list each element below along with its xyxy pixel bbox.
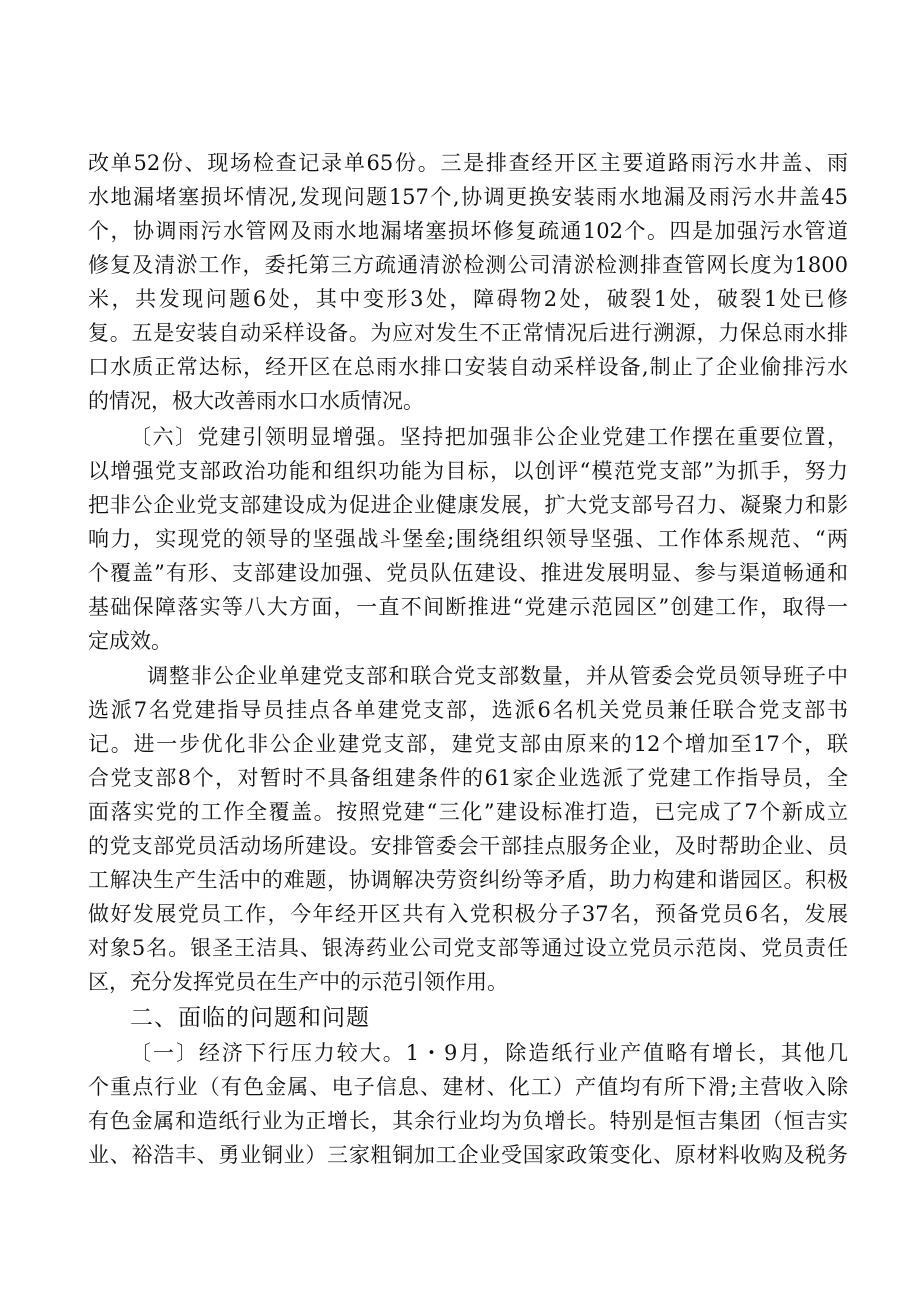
- text-line: 修复及清淤工作，委托第三方疏通清淤检测公司清淤检测排查管网长度为1800: [88, 253, 848, 277]
- text-line: 面落实党的工作全覆盖。按照党建“三化”建设标准打造，已完成了7个新成立: [88, 800, 848, 824]
- text-line: 个，协调雨污水管网及雨水地漏堵塞损坏修复疏通102个。四是加强污水管道: [88, 219, 848, 243]
- text-line: 个覆盖”有形、支部建设加强、党员队伍建设、推进发展明显、参与渠道畅通和: [88, 560, 848, 585]
- section-heading: 二、面临的问题和问题: [130, 1004, 370, 1031]
- text-line: 有色金属和造纸行业为正增长，其余行业均为负增长。特别是恒吉集团（恒吉实: [88, 1109, 848, 1133]
- text-line: 水地漏堵塞损坏情况,发现问题157个,协调更换安装雨水地漏及雨污水井盖45: [88, 185, 848, 209]
- text-line: 口水质正常达标，经开区在总雨水排口安装自动采样设备,制止了企业偷排污水: [88, 355, 848, 379]
- text-line: 工解决生产生活中的难题，协调解决劳资纠纷等矛盾，助力构建和谐园区。积极: [88, 868, 848, 892]
- paragraph-economic-pressure: [88, 1036, 848, 1172]
- text-line: 记。进一步优化非公企业建党支部，建党支部由原来的12个增加至17个，联: [88, 732, 848, 756]
- text-line: 基础保障落实等八大方面，一直不间断推进“党建示范园区”创建工作，取得一: [88, 594, 848, 619]
- text-line: 的党支部党员活动场所建设。安排管委会干部挂点服务企业，及时帮助企业、员: [88, 834, 848, 858]
- text-line: 对象5名。银圣王洁具、银涛药业公司党支部等通过设立党员示范岗、党员责任: [88, 936, 848, 960]
- text-line: 米，共发现问题6处，其中变形3处，障碍物2处，破裂1处，破裂1处已修: [88, 287, 848, 311]
- paragraph-sewer-repair: [88, 146, 848, 418]
- text-line: 选派7名党建指导员挂点各单建党支部，选派6名机关党员兼任联合党支部书: [88, 698, 848, 722]
- text-line: 个重点行业（有色金属、电子信息、建材、化工）产值均有所下滑;主营收入除: [88, 1075, 848, 1099]
- text-line: 改单52份、现场检查记录单65份。三是排查经开区主要道路雨污水井盖、雨: [88, 151, 848, 175]
- text-line: 调整非公企业单建党支部和联合党支部数量，并从管委会党员领导班子中: [147, 664, 848, 688]
- paragraph-branch-adjustment: [88, 659, 848, 999]
- text-line: 〔一〕经济下行压力较大。1・9月，除造纸行业产值略有增长，其他几: [130, 1041, 848, 1065]
- text-line: 做好发展党员工作，今年经开区共有入党积极分子37名，预备党员6名，发展: [88, 902, 848, 926]
- text-line: 业、裕浩丰、勇业铜业）三家粗铜加工企业受国家政策变化、原材料收购及税务: [88, 1143, 848, 1167]
- text-line: 复。五是安装自动采样设备。为应对发生不正常情况后进行溯源，力保总雨水排: [88, 321, 848, 345]
- text-line: 定成效。: [88, 628, 172, 653]
- document-body: [88, 146, 848, 1172]
- text-line: 的情况，极大改善雨水口水质情况。: [88, 389, 424, 413]
- text-line: 以增强党支部政治功能和组织功能为目标，以创评“模范党支部”为抓手，努力: [88, 458, 848, 483]
- text-line: 响力，实现党的领导的坚强战斗堡垒;围绕组织领导坚强、工作体系规范、“两: [88, 526, 848, 551]
- text-line: 把非公企业党支部建设成为促进企业健康发展，扩大党支部号召力、凝聚力和影: [88, 492, 848, 517]
- paragraph-party-building: [88, 420, 848, 658]
- text-line: 〔六〕党建引领明显增强。坚持把加强非公企业党建工作摆在重要位置，: [130, 424, 848, 449]
- text-line: 合党支部8个，对暂时不具备组建条件的61家企业选派了党建工作指导员，全: [88, 766, 848, 790]
- text-line: 区，充分发挥党员在生产中的示范引领作用。: [88, 970, 508, 994]
